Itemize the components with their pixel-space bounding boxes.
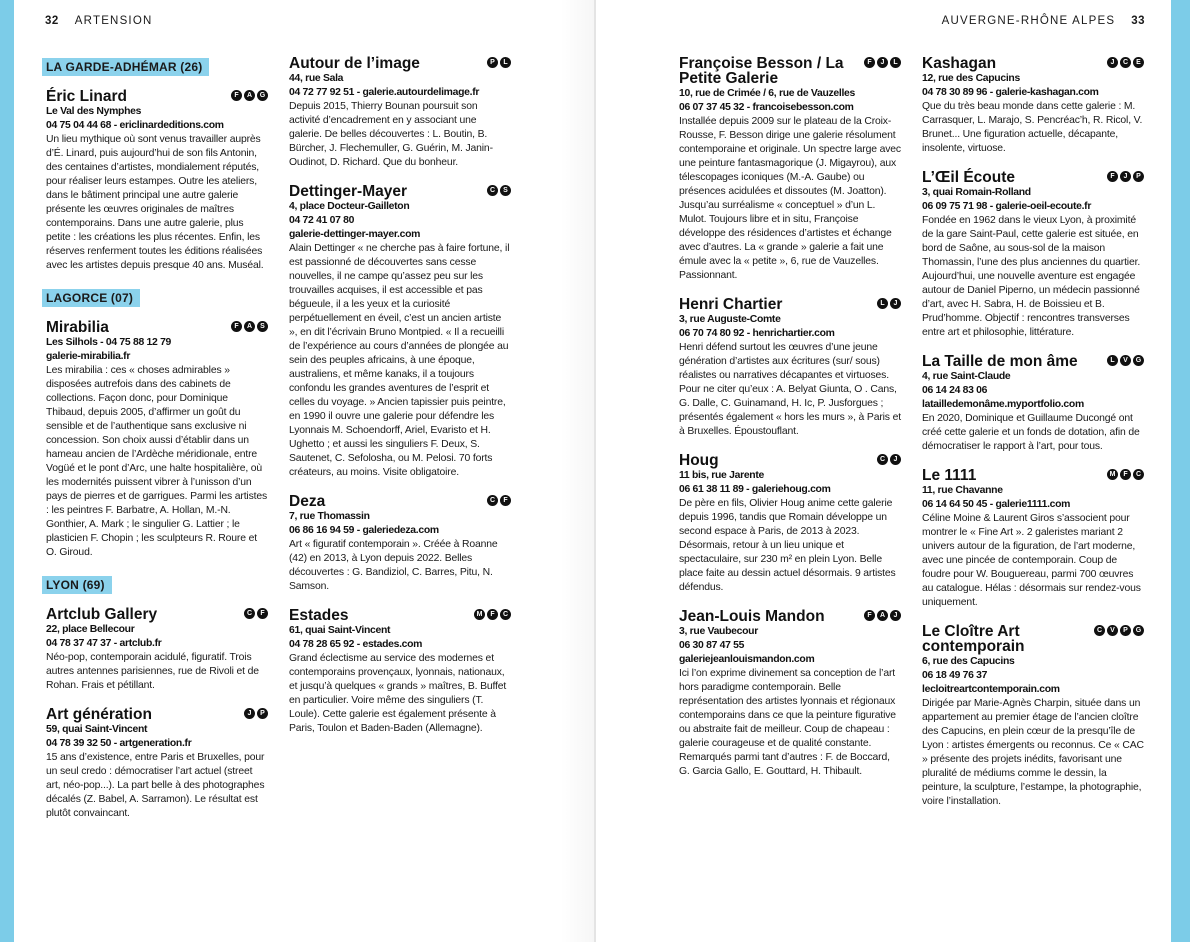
gallery-name: Éric Linard <box>46 88 127 105</box>
column-4 <box>922 56 1144 823</box>
category-badge-icon: C <box>244 608 255 619</box>
category-badge-icon: L <box>890 57 901 68</box>
gallery-address: 59, quai Saint-Vincent <box>46 724 148 735</box>
gallery-header <box>289 56 511 71</box>
category-badge-icon: F <box>231 90 242 101</box>
gallery-description: 15 ans d’existence, entre Paris et Bruxelles, pour un seul credo : démocratiser l’art actuel (street art, néo-pop...). La part belle à des photographes décalés (Z. Babel, A. Sarramon). Le résultat est plutôt convaincant. <box>46 752 265 819</box>
category-badge-icon: C <box>1094 625 1105 636</box>
gallery-description: Installée depuis 2009 sur le plateau de la Croix-Rousse, F. Besson dirige une galerie résolument contemporaine et originale. Un spectre large avec une peinture fantasmagorique (J. Migayrou), aux télescopages iconiques (M.-A. Gaube) ou présences acidulées et dissoutes (M. Joatton). Jusqu’au surréalisme « conceptuel » d’un L. Mulot. Toujours libre et in situ, Françoise développe des résidences d’artistes et échange avec d’autres. La « grande » galerie a fait une émule avec la « petite », 6, rue de Vauzelles. Passionnant. <box>679 116 901 281</box>
gallery-name: Jean-Louis Mandon <box>679 608 825 625</box>
category-badges <box>877 453 901 465</box>
category-badge-icon: F <box>231 321 242 332</box>
gallery-contact: 06 18 49 76 37 <box>922 670 988 681</box>
category-badge-icon: A <box>244 90 255 101</box>
category-badge-icon: F <box>1107 171 1118 182</box>
gallery-address: 11 bis, rue Jarente <box>679 470 764 481</box>
gallery-name: Kashagan <box>922 55 997 72</box>
category-badges <box>1107 354 1144 366</box>
category-badges <box>1094 624 1144 636</box>
gallery-address: 6, rue des Capucins <box>922 656 1015 667</box>
gallery-description: Céline Moine & Laurent Giros s’associent pour montrer le « Fine Art ». 2 galeristes mariant 2 univers autour de la figuration, de l’art moderne, avec une pincée de contemporain. Coup de foudre pour W. Bouguereau, parmi 700 œuvres au catalogue. Hélas : désormais sur rendez-vous uniquement. <box>922 513 1141 608</box>
category-badges <box>1107 170 1144 182</box>
gallery-entry <box>922 56 1144 156</box>
gallery-header <box>289 494 511 509</box>
gallery-name: Deza <box>289 493 326 510</box>
category-badges <box>244 707 268 719</box>
gallery-website: galerie-dettinger-mayer.com <box>289 229 421 240</box>
gallery-contact: 04 78 39 32 50 - artgeneration.fr <box>46 738 192 749</box>
gallery-header <box>679 609 901 624</box>
left-page-number: 32 <box>45 15 59 27</box>
gallery-entry <box>679 609 901 779</box>
gallery-address: 4, place Docteur-Gailleton <box>289 201 410 212</box>
category-badges <box>231 89 268 101</box>
category-badge-icon: J <box>244 708 255 719</box>
category-badges <box>877 297 901 309</box>
gallery-entry <box>922 170 1144 340</box>
category-badge-icon: F <box>1120 469 1131 480</box>
gallery-contact: 06 61 38 11 89 - galeriehoug.com <box>679 484 831 495</box>
gallery-website: lecloitreartcontemporain.com <box>922 684 1060 695</box>
category-badge-icon: A <box>877 610 888 621</box>
category-badge-icon: P <box>257 708 268 719</box>
category-badge-icon: G <box>1133 625 1144 636</box>
gallery-header <box>922 56 1144 71</box>
gallery-contact: 06 14 24 83 06 <box>922 385 988 396</box>
category-badges <box>487 494 511 506</box>
gallery-header <box>289 608 511 623</box>
category-badge-icon: C <box>487 185 498 196</box>
gallery-contact: 04 72 77 92 51 - galerie.autourdelimage.fr <box>289 87 480 98</box>
gallery-description: En 2020, Dominique et Guillaume Ducongé ont créé cette galerie et un fonds de dotation, afin de démocratiser le rapport à l’art, pour tous. <box>922 413 1140 452</box>
category-badge-icon: F <box>487 609 498 620</box>
category-badge-icon: J <box>1120 171 1131 182</box>
gallery-address: 4, rue Saint-Claude <box>922 371 1011 382</box>
column-2 <box>289 56 511 750</box>
gallery-name: Françoise Besson / La Petite Galerie <box>679 55 844 87</box>
gallery-name: L’Œil Écoute <box>922 169 1016 186</box>
gallery-description: Les mirabilia : ces « choses admirables » disposées autrefois dans des cabinets de collections. Façon donc, pour Dominique Thibaud, depuis 2005, d’affirmer un goût du sensible et de l’authentique sans exclusive ni concession. Son choix aussi d’établir dans un hameau ancien de l’Ardèche méridionale, entre Vogüé et le pont d’Arc, une halte hospitalière, où les modernités puissent vibrer à l’unisson d’un pays de pierres et de garrigues. Parmi les artistes : les peintres F. Barbatre, A. Hollan, M.-N. Gonthier, A. Mark ; le singulier G. Lattier ; le plasticien F. Chopin ; les sculpteurs R. Roure et O. Giroud. <box>46 365 268 558</box>
category-badges <box>1107 468 1144 480</box>
gallery-website: latailledemonâme.myportfolio.com <box>922 399 1084 410</box>
gallery-description: Depuis 2015, Thierry Bounan poursuit son activité d’encadrement en y associant une galerie. De belles découvertes : L. Boutin, B. Bürcher, J. Flechemuller, G. Guérin, M. Janin-Oudinot, D. Richard. Que du bonheur. <box>289 101 493 168</box>
gallery-header <box>289 184 511 199</box>
gallery-name: Estades <box>289 607 349 624</box>
gallery-entry <box>289 56 511 170</box>
gallery-description: Ici l’on exprime divinement sa conception de l’art hors paradigme contemporain. Belle représentation des artistes lyonnais et régionaux contemporains dans ce que la peinture figurative ou abstraite fait de meilleur. Coup de chapeau : galerie courageuse et de qualité constante. Remarqués parmi tant d’autres : F. de Boccard, G. Garcia Gallo, E. Gouttard, H. Thibault. <box>679 668 896 777</box>
gallery-header <box>679 297 901 312</box>
region-label: LYON (69) <box>42 576 112 594</box>
gallery-contact: 06 30 87 47 55 <box>679 640 745 651</box>
gallery-name: Le Cloître Art contemporain <box>922 623 1025 655</box>
gallery-address: 3, rue Vaubecour <box>679 626 758 637</box>
gallery-address: 11, rue Chavanne <box>922 485 1003 496</box>
category-badge-icon: V <box>1107 625 1118 636</box>
gallery-entry <box>922 354 1144 454</box>
gallery-address: 61, quai Saint-Vincent <box>289 625 391 636</box>
gallery-header <box>46 320 268 335</box>
category-badge-icon: L <box>1107 355 1118 366</box>
gallery-contact: galerie-mirabilia.fr <box>46 351 131 362</box>
gallery-header <box>922 354 1144 369</box>
gallery-address: 10, rue de Crimée / 6, rue de Vauzelles <box>679 88 856 99</box>
category-badge-icon: F <box>864 610 875 621</box>
gallery-entry <box>289 608 511 736</box>
category-badges <box>1107 56 1144 68</box>
gallery-contact: 04 78 28 65 92 - estades.com <box>289 639 423 650</box>
category-badge-icon: P <box>487 57 498 68</box>
right-page-number: 33 <box>1131 15 1145 27</box>
left-page-title: ARTENSION <box>74 15 153 27</box>
gallery-contact: 04 78 30 89 96 - galerie-kashagan.com <box>922 87 1099 98</box>
gallery-entry <box>289 184 511 480</box>
category-badge-icon: C <box>500 609 511 620</box>
gallery-name: Artclub Gallery <box>46 606 158 623</box>
gallery-address: Le Val des Nymphes <box>46 106 142 117</box>
category-badge-icon: G <box>257 90 268 101</box>
gallery-name: La Taille de mon âme <box>922 353 1078 370</box>
gallery-entry <box>46 707 268 821</box>
gallery-entry <box>679 297 901 439</box>
category-badges <box>864 56 901 68</box>
gallery-name: Art génération <box>46 706 152 723</box>
gallery-entry <box>679 56 901 283</box>
category-badge-icon: S <box>500 185 511 196</box>
gallery-name: Mirabilia <box>46 319 109 336</box>
category-badge-icon: J <box>1107 57 1118 68</box>
category-badge-icon: J <box>890 454 901 465</box>
gallery-header <box>922 468 1144 483</box>
gallery-address: 3, quai Romain-Rolland <box>922 187 1031 198</box>
gallery-header <box>922 624 1144 654</box>
category-badge-icon: P <box>1133 171 1144 182</box>
gallery-entry <box>289 494 511 594</box>
gallery-address: 3, rue Auguste-Comte <box>679 314 781 325</box>
gallery-header <box>679 56 901 86</box>
gallery-description: Art « figuratif contemporain ». Créée à Roanne (42) en 2013, à Lyon depuis 2022. Belles découvertes : G. Bandiziol, C. Barres, Pitu, N. Samson. <box>289 539 498 592</box>
gallery-entry <box>922 468 1144 610</box>
column-1 <box>46 56 268 835</box>
gallery-entry <box>46 89 268 273</box>
gallery-description: Dirigée par Marie-Agnès Charpin, située dans un appartement au premier étage de l’ancien cloître des Capucins, en plein cœur de la presqu’île de Lyon : artistes émergents ou reconnus. Ce « CAC » présente des projets inédits, favorisant une pluralité de médiums comme le dessin, la peinture, la sculpture, l’estampe, la photographie, voire l’installation. <box>922 698 1144 807</box>
gallery-header <box>46 607 268 622</box>
right-edge-bleed <box>1171 0 1190 942</box>
category-badge-icon: L <box>877 298 888 309</box>
gallery-contact: 06 07 37 45 32 - francoisebesson.com <box>679 102 854 113</box>
gallery-header <box>46 707 268 722</box>
left-page-header <box>45 15 152 27</box>
gallery-entry <box>922 624 1144 809</box>
gallery-contact: 04 78 37 47 37 - artclub.fr <box>46 638 162 649</box>
gallery-description: De père en fils, Olivier Houg anime cette galerie depuis 1996, tandis que Romain développe un second espace à Paris, de 2013 à 2023. Désormais, retour à un lieu unique et spectaculaire, sur 230 m² en plein Lyon. Belle place faite au dessin actuel désormais. 9 artistes défendus. <box>679 498 896 593</box>
category-badge-icon: L <box>500 57 511 68</box>
gallery-name: Le 1111 <box>922 467 977 484</box>
category-badge-icon: F <box>500 495 511 506</box>
region-label: LA GARDE-ADHÉMAR (26) <box>42 58 209 76</box>
gallery-description: Un lieu mythique où sont venus travailler auprès d’É. Linard, puis aujourd’hui de son fils Antonin, des centaines d’artistes, mondialement réputés, pour réaliser leurs estampes. Outre les ateliers, dans le bâtiment principal une autre galerie présente les œuvres originales de maîtres contemporains. Dans une autre galerie, plus petite : les créations les plus récentes. Enfin, les réserves renferment toutes les éditions réalisées avec les artistes depuis presque 40 ans. Muséal. <box>46 134 264 271</box>
gallery-name: Autour de l’image <box>289 55 420 72</box>
gallery-header <box>46 89 268 104</box>
right-page-title: AUVERGNE-RHÔNE ALPES <box>941 15 1116 27</box>
gallery-entry <box>46 320 268 560</box>
gutter-shadow <box>560 0 594 942</box>
gallery-address: 22, place Bellecour <box>46 624 135 635</box>
category-badges <box>864 609 901 621</box>
category-badge-icon: C <box>1133 469 1144 480</box>
gallery-description: Henri défend surtout les œuvres d’une jeune génération d’artistes aux écritures (sur/ sous) réalistes ou narratives décapantes et virtuoses. Pour ne citer qu’eux : A. Belyat Giunta, O . Cans, G. Dalle, C. Guinamand, H. Ic, P. Jusforgues ; présentés également « hors les murs », à Paris et à Bruxelles. Époustouflant. <box>679 342 901 437</box>
gallery-contact: 06 14 64 50 45 - galerie1111.com <box>922 499 1071 510</box>
gallery-name: Houg <box>679 452 719 469</box>
left-edge-bleed <box>0 0 14 942</box>
gallery-description: Néo-pop, contemporain acidulé, figuratif. Trois autres antennes parisiennes, rue de Rivoli et de Rohan. Frais et pétillant. <box>46 652 259 691</box>
gallery-description: Que du très beau monde dans cette galerie : M. Carrasquer, L. Marajo, S. Pencréac’h, R. Ricol, V. Brunet... Une figuration actuelle, décapante, insolente, virtuose. <box>922 101 1143 154</box>
category-badge-icon: M <box>474 609 485 620</box>
gallery-header <box>679 453 901 468</box>
gallery-description: Grand éclectisme au service des modernes et contemporains provençaux, lyonnais, nationaux, et jusqu’à quelques « grands » maîtres, B. Buffet en particulier. Voire même des singuliers (T. Loule). Cette galerie est également présente à Paris, Toulon et Baden-Baden (Allemagne). <box>289 653 507 734</box>
gallery-description: Fondée en 1962 dans le vieux Lyon, à proximité de la gare Saint-Paul, cette galerie est située, en bord de Saône, au sous-sol de la maison Thomassin, l’une des plus anciennes du quartier. Aujourd’hui, une nouvelle aventure est engagée autour de Daniel Piperno, un médecin passionné d’art, avec H. Sabra, H. de Boissieu et B. Prud’homme. Objectif : rencontres transverses entre art et philosophie, littérature. <box>922 215 1141 338</box>
category-badge-icon: C <box>1120 57 1131 68</box>
category-badge-icon: F <box>864 57 875 68</box>
category-badges <box>231 320 268 332</box>
right-page-header <box>942 15 1145 27</box>
gallery-entry <box>679 453 901 595</box>
category-badge-icon: V <box>1120 355 1131 366</box>
gallery-contact: 06 70 74 80 92 - henrichartier.com <box>679 328 835 339</box>
category-badge-icon: J <box>877 57 888 68</box>
category-badges <box>474 608 511 620</box>
gallery-contact: 04 72 41 07 80 <box>289 215 355 226</box>
category-badges <box>487 56 511 68</box>
gallery-contact: 04 75 04 44 68 - ericlinardeditions.com <box>46 120 224 131</box>
category-badge-icon: G <box>1133 355 1144 366</box>
category-badge-icon: C <box>487 495 498 506</box>
gallery-address: 7, rue Thomassin <box>289 511 370 522</box>
category-badge-icon: P <box>1120 625 1131 636</box>
gallery-address: 44, rue Sala <box>289 73 344 84</box>
gallery-contact: 06 86 16 94 59 - galeriedeza.com <box>289 525 439 536</box>
category-badge-icon: A <box>244 321 255 332</box>
gallery-name: Dettinger-Mayer <box>289 183 407 200</box>
gallery-entry <box>46 607 268 693</box>
category-badge-icon: C <box>877 454 888 465</box>
gallery-contact: 06 09 75 71 98 - galerie-oeil-ecoute.fr <box>922 201 1092 212</box>
gallery-header <box>922 170 1144 185</box>
category-badge-icon: J <box>890 610 901 621</box>
category-badge-icon: E <box>1133 57 1144 68</box>
gallery-name: Henri Chartier <box>679 296 783 313</box>
column-3 <box>679 56 901 793</box>
gallery-address: Les Silhols - 04 75 88 12 79 <box>46 337 172 348</box>
category-badge-icon: F <box>257 608 268 619</box>
gallery-website: galeriejeanlouismandon.com <box>679 654 815 665</box>
category-badges <box>487 184 511 196</box>
page-gutter <box>594 0 596 942</box>
category-badge-icon: J <box>890 298 901 309</box>
category-badge-icon: M <box>1107 469 1118 480</box>
gallery-address: 12, rue des Capucins <box>922 73 1020 84</box>
category-badge-icon: S <box>257 321 268 332</box>
region-label: LAGORCE (07) <box>42 289 140 307</box>
gallery-description: Alain Dettinger « ne cherche pas à faire fortune, il est passionné de découvertes sans cesse nouvelles, il ne campe qu’assez peu sur les trouvailles acquises, il est accessible et pas bégueule, il a les yeux et la curiosité perpétuellement en éveil, c’est un ancien artiste », en dit l’écrivain Bruno Montpied. « Il a recueilli de l’expérience au cours d’années de plongée au sein des peuples africains, à une époque, australiens, et même kanaks, il a toujours confondu les grandes aventures de l’esprit et celles du voyage. » Ancien tapissier puis peintre, en 1990 il ouvre une galerie pour défendre les Lyonnais M. Schoendorff, Ariel, Evaristo et H. Ughetto ; et aussi les singuliers F. Deux, S. Sautenet, C. Sefolosha, ou M. Pelosi. 70 forts créateurs, au moins. Visite obligatoire. <box>289 243 510 478</box>
category-badges <box>244 607 268 619</box>
